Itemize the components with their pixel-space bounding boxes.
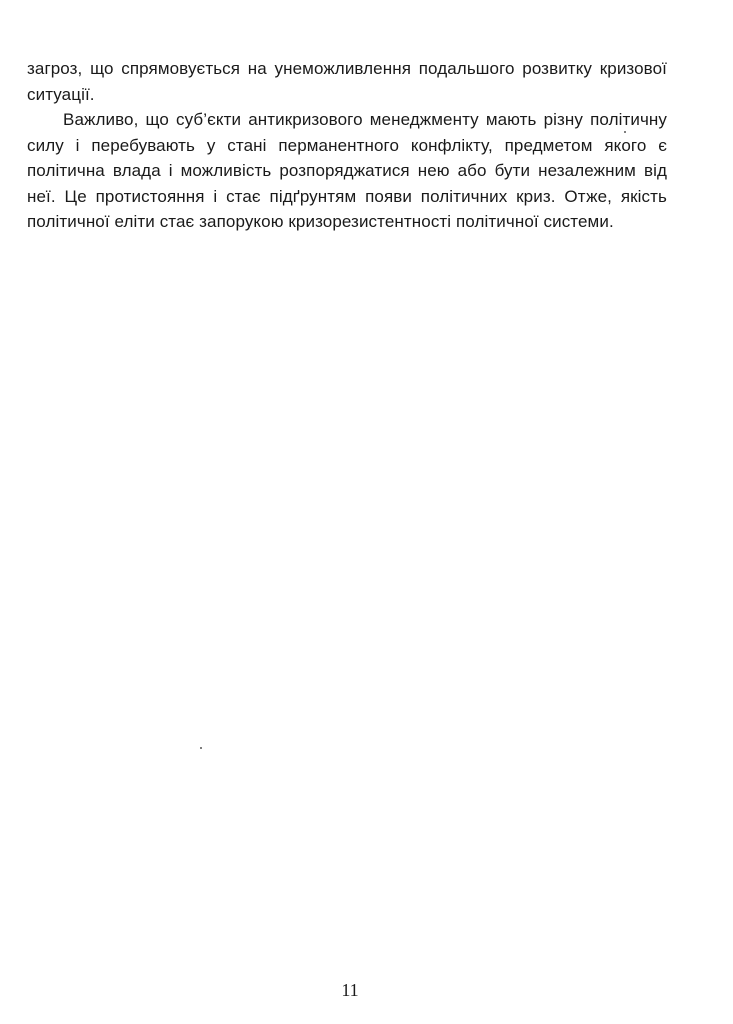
- scan-speck: [200, 747, 202, 749]
- body-text: [27, 56, 667, 235]
- scan-speck: [624, 131, 626, 133]
- page-number: 11: [341, 980, 359, 1000]
- paragraph-continuation: загроз, що спрямовується на унеможливлення подальшого розвитку кризової ситуації.: [27, 59, 667, 104]
- paragraph-main: Важливо, що суб’єкти антикризового менеджменту мають різну політичну силу і перебувають у стані перманентного конфлікту, предметом якого є політична влада і можливість розпоряджатися нею або бути незалежним від неї. Це протистояння і стає підґрунтям появи політичних криз. Отже, якість політичної еліти стає запорукою кризорезистентності політичної системи.: [27, 110, 667, 231]
